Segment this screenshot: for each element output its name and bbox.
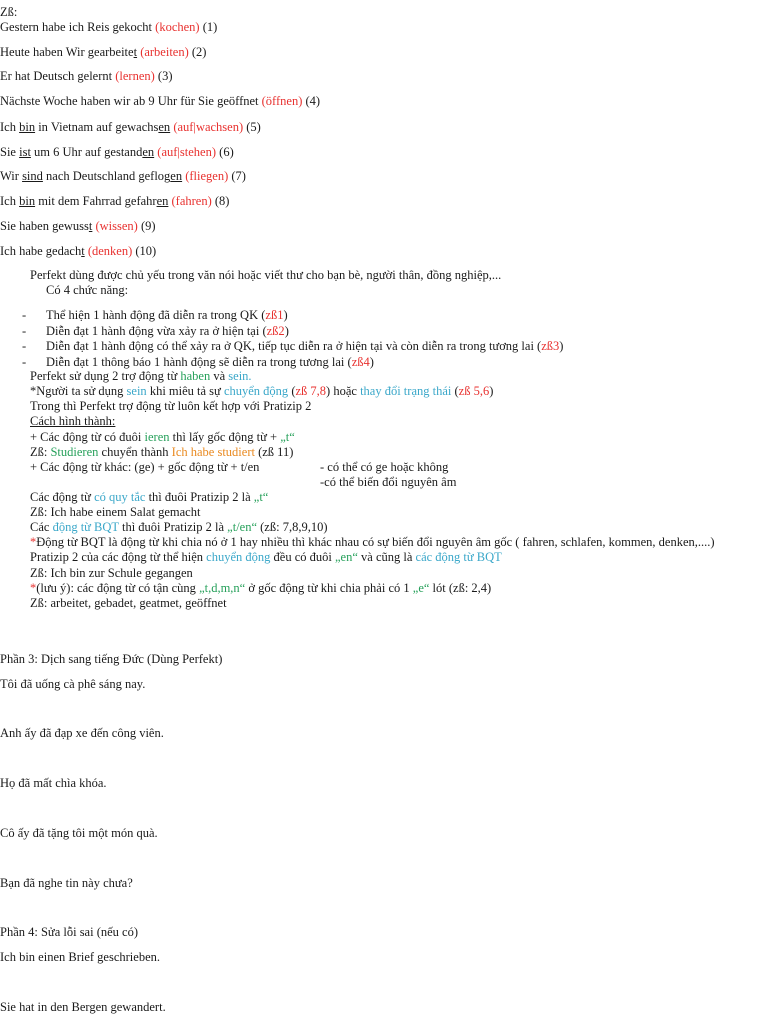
movement-rule: Pratizip 2 của các động từ thể hiện chuyển động đều có đuôi „en“ và cũng là các động từ BQT (30, 550, 502, 564)
bqt-definition: *Động từ BQT là động từ khi chia nó ở 1 hay nhiều thì khác nhau có sự biến đổi nguyên âm gốc ( fahren, schlafen, kommen, denken,....) (30, 535, 715, 549)
example-sentence: Heute haben Wir gearbeitet (arbeiten) (2) (0, 45, 207, 59)
functions-title: Có 4 chức năng: (46, 283, 129, 297)
combine-line: Trong thì Perfekt trợ động từ luôn kết hợp với Pratizip 2 (30, 399, 312, 413)
bullet-dash: - (22, 339, 27, 353)
example-sentence: Sie haben gewusst (wissen) (9) (0, 219, 156, 233)
example-sentence: Gestern habe ich Reis gekocht (kochen) (1) (0, 20, 218, 34)
function-item: Diễn đạt 1 hành động vừa xảy ra ở hiện tại (zß2) (46, 323, 289, 338)
part4-title: Phần 4: Sửa lỗi sai (nếu có) (0, 925, 139, 939)
other-verbs-note-1: - có thể có ge hoặc không (320, 460, 449, 474)
sein-usage-line: *Người ta sử dụng sein khi miêu tả sự chuyển động (zß 7,8) hoặc thay đổi trạng thái (zß 5,6) (30, 384, 494, 398)
translate-sentence: Cô ấy đã tặng tôi một món quà. (0, 826, 158, 840)
formation-title: Cách hình thành: (30, 414, 116, 428)
example-sentence: Er hat Deutsch gelernt (lernen) (3) (0, 69, 173, 83)
salat-example: Zß: Ich habe einem Salat gemacht (30, 505, 201, 519)
other-verbs-rule: + Các động từ khác: (ge) + gốc động từ + t/en (30, 460, 260, 474)
example-sentence: Ich bin mit dem Fahrrad gefahren (fahren) (8) (0, 194, 230, 208)
translate-sentence: Anh ấy đã đạp xe đến công viên. (0, 726, 164, 740)
example-sentence: Ich habe gedacht (denken) (10) (0, 244, 157, 258)
translate-sentence: Họ đã mất chìa khóa. (0, 776, 107, 790)
example-sentence: Sie ist um 6 Uhr auf gestanden (auf|stehen) (6) (0, 145, 234, 159)
function-item: Diễn đạt 1 thông báo 1 hành động sẽ diễn ra trong tương lai (zß4) (46, 354, 374, 369)
other-verbs-note-2: -có thể biến đổi nguyên âm (320, 475, 457, 489)
note-tdmn: *(lưu ý): các động từ có tận cùng „t,d,m,n“ ở gốc động từ khi chia phải có 1 „e“ lót (zß: 2,4) (30, 581, 492, 595)
part3-title: Phần 3: Dịch sang tiếng Đức (Dùng Perfekt) (0, 652, 223, 666)
example-sentence: Wir sind nach Deutschland geflogen (fliegen) (7) (0, 169, 246, 183)
intro-note: Perfekt dùng được chủ yếu trong văn nói hoặc viết thư cho bạn bè, người thân, đồng nghiệp,... (30, 268, 502, 282)
example-sentence: Ich bin in Vietnam auf gewachsen (auf|wachsen) (5) (0, 120, 261, 134)
bqt-rule: Các động từ BQT thì đuôi Pratizip 2 là „t/en“ (zß: 7,8,9,10) (30, 520, 328, 534)
correct-sentence: Sie hat in den Bergen gewandert. (0, 1000, 166, 1014)
bullet-dash: - (22, 354, 27, 369)
regular-verbs-rule: Các động từ có quy tắc thì đuôi Pratizip 2 là „t“ (30, 490, 269, 504)
example-sentence: Nächste Woche haben wir ab 9 Uhr für Sie geöffnet (öffnen) (4) (0, 94, 321, 108)
bullet-dash: - (22, 308, 27, 322)
arbeitet-example: Zß: arbeitet, gebadet, geatmet, geöffnet (30, 596, 227, 610)
schule-example: Zß: Ich bin zur Schule gegangen (30, 566, 193, 580)
examples-label: Zß: (0, 5, 18, 19)
function-item: Thể hiện 1 hành động đã diễn ra trong QK (zß1) (46, 308, 288, 322)
translate-sentence: Tôi đã uống cà phê sáng nay. (0, 677, 146, 691)
bullet-dash: - (22, 323, 27, 338)
translate-sentence: Bạn đã nghe tin này chưa? (0, 876, 133, 890)
function-item: Diễn đạt 1 hành động có thể xảy ra ở QK, tiếp tục diễn ra ở hiện tại và còn diễn ra trong tương lai (zß3) (46, 339, 564, 353)
aux-line: Perfekt sử dụng 2 trợ động từ haben và sein. (30, 369, 252, 383)
ieren-rule: + Các động từ có đuôi ieren thì lấy gốc động từ + „t“ (30, 430, 295, 444)
correct-sentence: Ich bin einen Brief geschrieben. (0, 950, 161, 964)
studieren-example: Zß: Studieren chuyển thành Ich habe studiert (zß 11) (30, 445, 294, 459)
